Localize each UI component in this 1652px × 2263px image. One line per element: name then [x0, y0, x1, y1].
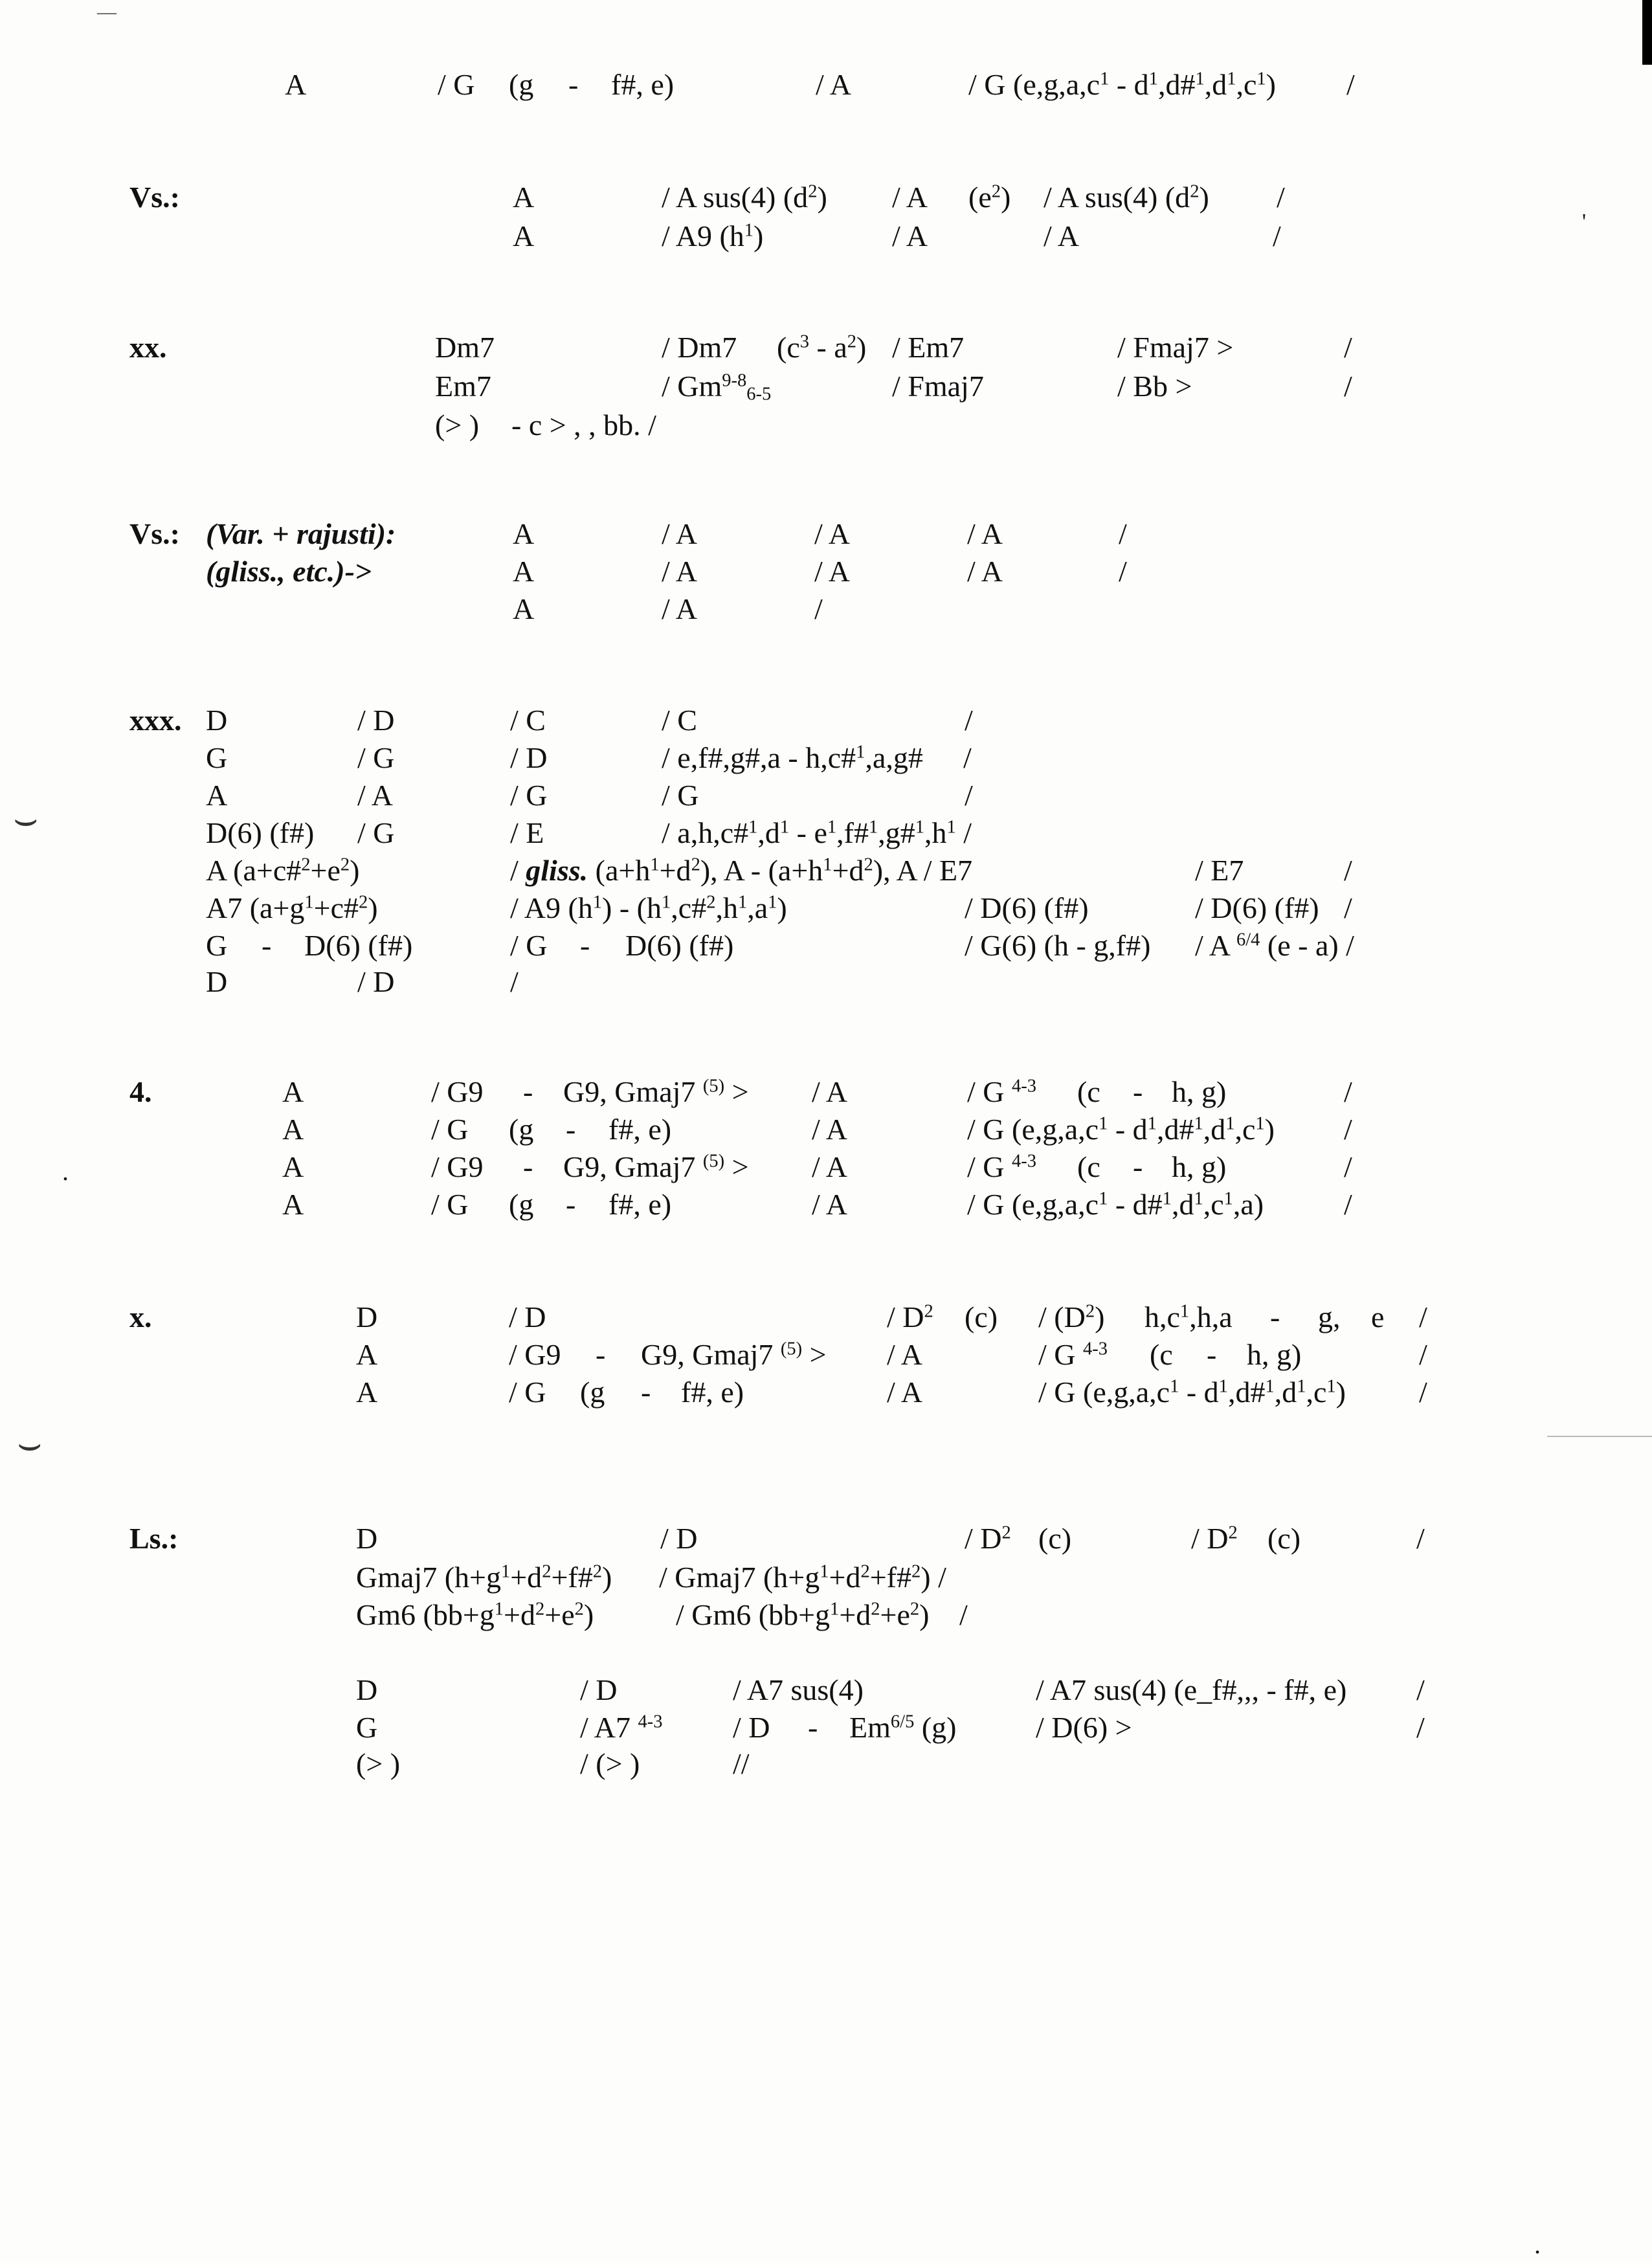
chord: / A: [1044, 219, 1079, 252]
chord: D: [356, 1673, 378, 1706]
bar-line: /: [965, 779, 973, 812]
chord: / $D^2$: [1191, 1522, 1238, 1555]
chord: / G $^{4-3}$: [1038, 1338, 1108, 1371]
section-note: (Var. + rajusti):: [206, 517, 396, 550]
chord: / $D^2$: [887, 1300, 933, 1333]
chord: A7 $(a+g^1+c\#^2)$: [206, 891, 378, 924]
dash: -: [1133, 1150, 1143, 1183]
chord: / D: [357, 704, 395, 737]
scan-mark-arc: ⌣: [17, 1422, 43, 1465]
chord: D: [206, 965, 228, 998]
chord: / A7 sus(4): [733, 1673, 864, 1706]
bar-line: /: [965, 704, 973, 737]
chord: / Gm6 $(bb+g^1+d^2+e^2)$: [676, 1598, 930, 1631]
bar-line: /: [1344, 331, 1352, 364]
chord: A $(a+c\#^2+e^2)$: [206, 854, 360, 887]
chord: / A: [662, 592, 697, 625]
note-group: f#, e): [611, 68, 675, 101]
chord: G9, Gmaj7 $^{(5)}$ >: [641, 1338, 827, 1371]
chord: / G: [431, 1188, 469, 1221]
section-label: Vs.:: [129, 181, 180, 214]
chord: / A9 $(h^1)$: [662, 219, 764, 252]
chord: A: [282, 1150, 304, 1183]
chord: / A: [812, 1113, 847, 1146]
note-group: h, g): [1247, 1338, 1302, 1371]
bar-line: /: [1344, 1150, 1352, 1183]
chord: A: [282, 1075, 304, 1108]
chord: / Gmaj7 $(h+g^1+d^2+f\#^2)$ /: [659, 1561, 946, 1594]
section-label: 4.: [129, 1075, 152, 1108]
note-group: (c: [1150, 1338, 1173, 1371]
chord: / G9: [431, 1075, 484, 1108]
chord: / D: [357, 965, 395, 998]
chord: D(6) (f#): [304, 929, 413, 962]
bar-line: /: [1419, 1300, 1427, 1333]
note-group: (g: [509, 68, 534, 101]
note-group: / e,f#,g#,a - h,c#$^1$,a,g#: [662, 741, 923, 774]
chord: / G: [509, 1376, 546, 1409]
scan-edge-line: [1547, 1436, 1652, 1437]
note-group: / A9 $(h^1)$ - $(h^1,c\#^2,h^1,a^1)$: [510, 891, 787, 924]
chord: / E: [510, 816, 544, 849]
bar-line: /: [1344, 891, 1352, 924]
chord: / D: [660, 1522, 698, 1555]
chord: / A: [357, 779, 393, 812]
bar-line: /: [1277, 181, 1285, 214]
chord: A: [282, 1188, 304, 1221]
chord: / (> ): [580, 1747, 640, 1780]
scan-mark-dot: .: [62, 1157, 69, 1186]
chord: (> ): [356, 1747, 401, 1780]
section-label: Ls.:: [129, 1522, 179, 1555]
chord: / G9: [509, 1338, 561, 1371]
bar-line: /: [1119, 555, 1127, 588]
note-group: / G ($e,g,a,c^1$ - $d\#^1,d^1,c^1,a$): [967, 1188, 1264, 1221]
chord: G9, Gmaj7 $^{(5)}$ >: [563, 1075, 749, 1108]
note-group: h, g): [1172, 1150, 1227, 1183]
dash: -: [1133, 1075, 1143, 1108]
section-note: (gliss., etc.)->: [206, 555, 372, 588]
dash: -: [808, 1711, 818, 1744]
chord: / G(6) (h - g,f#): [965, 929, 1151, 962]
chord: Gm6 $(bb+g^1+d^2+e^2)$: [356, 1598, 594, 1631]
chord: / A: [814, 517, 850, 550]
chord: / Dm7: [662, 331, 737, 364]
chord: / A: [892, 219, 928, 252]
chord: / E7: [1195, 854, 1244, 887]
note-group: (g: [509, 1188, 534, 1221]
chord: / A: [816, 68, 851, 101]
note-group: / G ($e,g,a,c^1$ - $d^1,d\#^1,d^1,c^1$): [968, 68, 1276, 101]
chord: (> ): [435, 408, 480, 441]
note-group: (c): [1038, 1522, 1072, 1555]
note-group: $(e^2)$: [968, 181, 1011, 214]
chord: / A: [812, 1075, 847, 1108]
dash: -: [596, 1338, 606, 1371]
chord: / G: [438, 68, 475, 101]
chord: D(6) (f#): [625, 929, 734, 962]
chord: / A: [892, 181, 928, 214]
dash: -: [1270, 1300, 1280, 1333]
dash: -: [523, 1150, 533, 1183]
chord: / Em7: [892, 331, 965, 364]
chord: A: [356, 1376, 378, 1409]
note-group: h, g): [1172, 1075, 1227, 1108]
scan-mark-dash: —: [97, 1, 117, 23]
chord: / D(6) >: [1036, 1711, 1132, 1744]
chord: / G $^{4-3}$: [967, 1150, 1037, 1183]
dash: -: [580, 929, 590, 962]
chord: Em7: [435, 370, 491, 403]
bar-line: /: [1419, 1376, 1427, 1409]
note-group: (c): [1267, 1522, 1301, 1555]
chord: A: [513, 181, 535, 214]
note-group: f#, e): [608, 1188, 672, 1221]
chord: G: [206, 741, 228, 774]
chord: / D: [580, 1673, 618, 1706]
note-group: / $a,h,c\#^1,d^1$ - $e^1,f\#^1,g\#^1,h^1$ /: [662, 816, 972, 849]
chord: D: [356, 1522, 378, 1555]
chord: / A: [662, 517, 697, 550]
chord: G9, Gmaj7 $^{(5)}$ >: [563, 1150, 749, 1183]
chord: / A: [887, 1376, 922, 1409]
section-label: xxx.: [129, 704, 182, 737]
note-group: (c): [965, 1300, 998, 1333]
dash: -: [568, 68, 579, 101]
final-bar-line: //: [733, 1747, 750, 1780]
chord: A: [513, 219, 535, 252]
chord: / D: [733, 1711, 770, 1744]
chord: D(6) (f#): [206, 816, 315, 849]
section-label: Vs.:: [129, 517, 180, 550]
chord: Dm7: [435, 331, 495, 364]
bar-line: /: [1346, 68, 1355, 101]
chord: G: [206, 929, 228, 962]
chord: / A: [812, 1188, 847, 1221]
bar-line: /: [510, 965, 519, 998]
bar-line: /: [1119, 517, 1127, 550]
bar-line: /: [959, 1598, 968, 1631]
bar-line: /: [1416, 1522, 1425, 1555]
bar-line: /: [1344, 1188, 1352, 1221]
bar-line: /: [1416, 1673, 1425, 1706]
chord: / G9: [431, 1150, 484, 1183]
chord: / D(6) (f#): [965, 891, 1089, 924]
dash: -: [566, 1188, 576, 1221]
note-group: / G ($e,g,a,c^1$ - $d^1,d\#^1,d^1,c^1$): [1038, 1376, 1346, 1409]
chord: A: [282, 1113, 304, 1146]
note-group: f#, e): [608, 1113, 672, 1146]
chord: A: [356, 1338, 378, 1371]
chord: / D: [509, 1300, 546, 1333]
chord: / G: [431, 1113, 469, 1146]
scan-mark-dot: .: [1534, 2230, 1541, 2259]
dash: -: [566, 1113, 576, 1146]
chord: / C: [662, 704, 697, 737]
note-group: $h,c^1,h,a$: [1144, 1300, 1233, 1333]
chord: A: [513, 555, 535, 588]
dash: -: [262, 929, 272, 962]
chord: A: [513, 517, 535, 550]
chord: / $D^2$: [965, 1522, 1011, 1555]
chord: / G: [510, 929, 548, 962]
bar-line: /: [1416, 1711, 1425, 1744]
note-group: (g: [580, 1376, 605, 1409]
section-label: xx.: [129, 331, 167, 364]
chord: G: [356, 1711, 378, 1744]
chord: / $(D^2)$: [1038, 1300, 1105, 1333]
bar-line: /: [1273, 219, 1281, 252]
section-label: x.: [129, 1300, 152, 1333]
chord: / G: [357, 816, 395, 849]
bar-line: /: [1344, 854, 1352, 887]
note-group: (g: [509, 1113, 534, 1146]
chord: D: [356, 1300, 378, 1333]
chord: / A: [662, 555, 697, 588]
chord: Gmaj7 $(h+g^1+d^2+f\#^2)$: [356, 1561, 612, 1594]
chord: / Bb >: [1117, 370, 1192, 403]
chord: / D(6) (f#): [1195, 891, 1319, 924]
chord: A: [206, 779, 228, 812]
note-group: (c: [1077, 1075, 1100, 1108]
scan-mark-tick: ': [1582, 210, 1587, 234]
note-group: (c: [1077, 1150, 1100, 1183]
chord: / A: [887, 1338, 922, 1371]
note-group: $(c^3 - a^2)$: [777, 331, 867, 364]
chord: / A7 $^{4-3}$: [580, 1711, 663, 1744]
chord: / A sus(4) $(d^2)$: [1044, 181, 1209, 214]
chord: / C: [510, 704, 546, 737]
chord: / A: [814, 555, 850, 588]
note-group: g,: [1318, 1300, 1341, 1333]
dash: -: [1207, 1338, 1217, 1371]
dash: -: [523, 1075, 533, 1108]
dash: -: [641, 1376, 651, 1409]
chord: D: [206, 704, 228, 737]
note-group: - c > , , bb. /: [511, 408, 656, 441]
chord: A: [513, 592, 535, 625]
note-group: e: [1371, 1300, 1385, 1333]
chord: / G: [510, 779, 548, 812]
chord: / A $^{6/4}$ (e - a) /: [1195, 929, 1354, 962]
chord: / A: [967, 517, 1003, 550]
scan-edge-bar: [1642, 0, 1652, 65]
chord: / $Gm^{9-8}_{6-5}$: [662, 370, 772, 405]
bar-line: /: [1344, 1113, 1352, 1146]
chord: / G: [662, 779, 699, 812]
chord: / G: [357, 741, 395, 774]
bar-line: /: [814, 592, 823, 625]
chord: / D: [510, 741, 548, 774]
chord: / Fmaj7: [892, 370, 984, 403]
bar-line: /: [1344, 370, 1352, 403]
gliss-figure: / gliss. $(a+h^1+d^2)$, $A - (a+h^1+d^2)$, A / E7: [510, 854, 973, 887]
bar-line: /: [963, 741, 972, 774]
note-group: / G ($e,g,a,c^1$ - $d^1,d\#^1,d^1,c^1$): [967, 1113, 1275, 1146]
chord: / G $^{4-3}$: [967, 1075, 1037, 1108]
chord: / A sus(4) $(d^2)$: [662, 181, 827, 214]
chord: / Fmaj7 >: [1117, 331, 1234, 364]
scan-mark-arc: ⌣: [13, 797, 39, 840]
chord: / A7 sus(4) (e_f#,,, - f#, e): [1036, 1673, 1347, 1706]
chord: / A: [967, 555, 1003, 588]
chord: A: [285, 68, 307, 101]
note-group: f#, e): [681, 1376, 744, 1409]
chord: / A: [812, 1150, 847, 1183]
chord: $Em^{6/5}$ (g): [849, 1711, 957, 1744]
bar-line: /: [1344, 1075, 1352, 1108]
bar-line: /: [1419, 1338, 1427, 1371]
